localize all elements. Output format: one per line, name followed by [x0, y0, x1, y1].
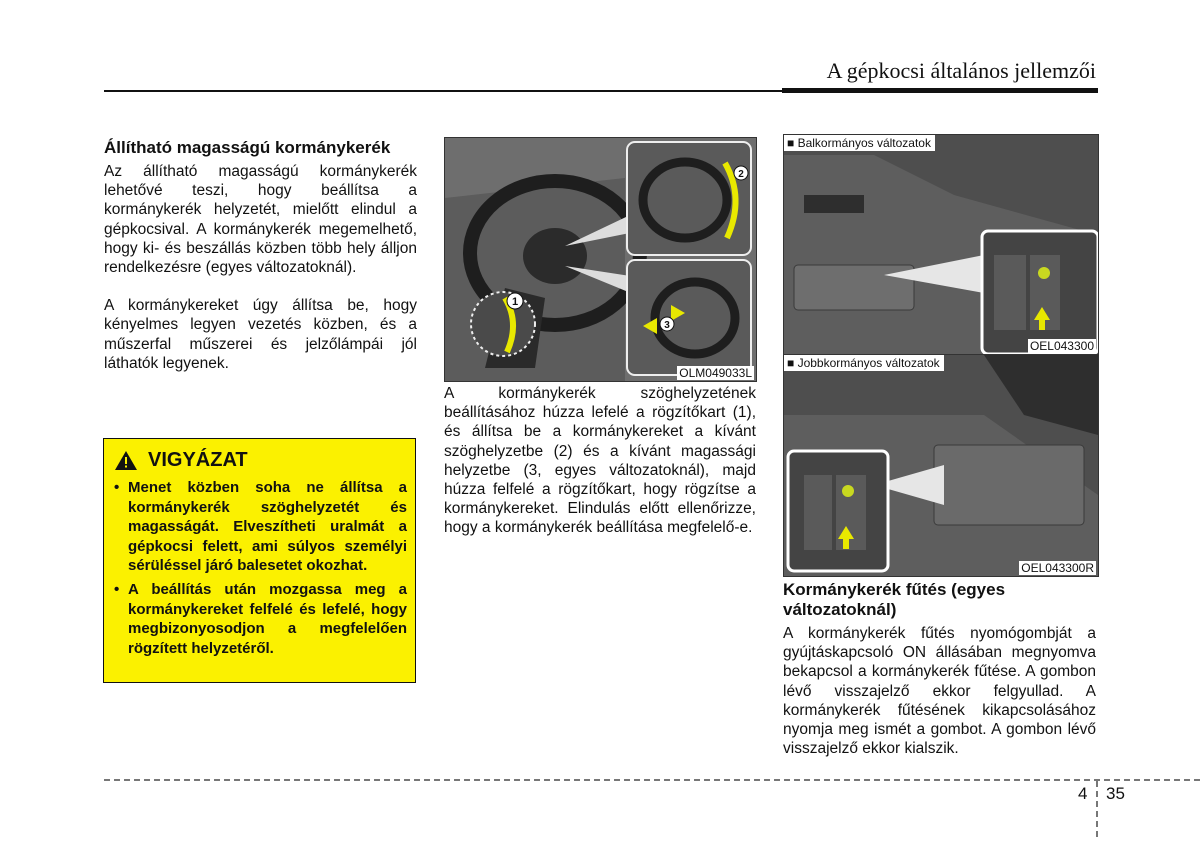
warning-box — [103, 438, 416, 683]
footer-rule — [104, 779, 1200, 781]
warning-list — [114, 478, 407, 658]
callout-1: 1 — [511, 296, 519, 308]
heating-para: A kormánykerék fűtés nyomógombját a gyújtáskapcsoló ON állásában megnyomva bekapcsol a kormánykerék fűtése. A gombon lévő visszajelző ekkor felgyullad. A kormánykerék fűtésének kikapcsolásához nyomja meg ismét a gombot. A gombon lévő visszajelző ekkor kialszik. — [783, 625, 1096, 758]
chapter-number: 4 — [1078, 784, 1088, 803]
lhd-label: ■ Balkormányos változatok — [784, 135, 935, 151]
rhd-label: ■ Jobbkormányos változatok — [784, 355, 944, 371]
header-rule-accent — [782, 88, 1098, 93]
warning-item: • A beállítás után mozgassa meg a kormánykereket felfelé és lefelé, hogy megbizonyosodjon a megfelelően rögzített helyzetéről. — [114, 580, 407, 658]
page-number: 35 — [1106, 784, 1125, 803]
lhd-figure-code: OEL043300 — [1029, 339, 1094, 353]
warning-label: VIGYÁZAT — [148, 449, 248, 471]
warning-triangle-icon — [114, 450, 138, 471]
heating-section-title: Kormánykerék fűtés (egyes változatoknál) — [783, 580, 1006, 619]
warning-item: • Menet közben soha ne állítsa a kormánykerék szöghelyzetét és magasságát. Elveszítheti uralmát a gépkocsi felett, ami súlyos személyi sérüléssel járó balesetet okozhat. — [114, 478, 407, 576]
rhd-figure-code: OEL043300R — [1021, 561, 1094, 575]
steering-adjust-illustration — [445, 138, 756, 381]
rhd-heating-figure — [783, 354, 1099, 577]
steering-caption-text: A kormánykerék szöghelyzetének beállításához húzza lefelé a rögzítőkart (1), és állítsa be a kormánykereket a kívánt szöghelyzetbe (2) és a kívánt magassági helyzetbe (3, egyes változatoknál), majd húzza felfelé a rögzítőkart, hogy rögzítse a kormánykereket. Elindulás előtt ellenőrizze, hogy a kormánykerék beállítása megfelelő-e. — [444, 385, 756, 537]
callout-3: 3 — [664, 320, 670, 331]
lhd-heating-illustration — [784, 135, 1098, 354]
steering-adjust-figure — [444, 137, 757, 382]
steering-section-title: Állítható magasságú kormánykerék — [104, 138, 391, 157]
page-number-divider — [1096, 781, 1098, 837]
steering-para-2: A kormánykereket úgy állítsa be, hogy kényelmes legyen vezetés közben, és a műszerfal műszerei és jelzőlámpái jól láthatók legyenek. — [104, 297, 417, 372]
rhd-heating-illustration — [784, 355, 1098, 576]
callout-2: 2 — [738, 169, 744, 180]
steering-section — [104, 138, 417, 373]
steering-figure-caption — [444, 384, 756, 538]
heating-section — [783, 580, 1096, 758]
lhd-heating-figure — [783, 134, 1099, 355]
steering-para-1: Az állítható magasságú kormánykerék lehetővé teszi, hogy beállítsa a kormánykerék helyzetét, mielőtt elindul a gépkocsival. A kormánykerék megemelhető, hogy ki- és beszállás közben több hely álljon rendelkezésre (egyes változatoknál). — [104, 163, 417, 277]
figure-code: OLM049033L — [679, 366, 752, 380]
page-header-title: A gépkocsi általános jellemzői — [826, 58, 1096, 83]
